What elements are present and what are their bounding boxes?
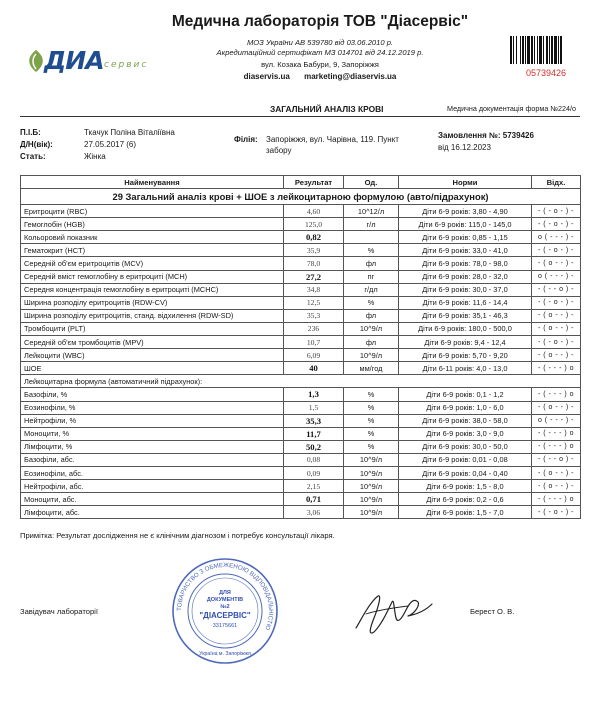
deviation-indicator: - ( - o - ) - — [532, 218, 581, 231]
test-unit: 10^9/л — [344, 466, 399, 479]
test-name: Еозинофіли, абс. — [21, 466, 284, 479]
test-norm: Діти 6-9 років: 115,0 - 145,0 — [399, 218, 532, 231]
test-unit: % — [344, 427, 399, 440]
test-result: 236 — [284, 322, 344, 335]
logo-main-text: ДИА — [44, 46, 104, 75]
test-unit — [344, 231, 399, 244]
stamp-brand: "ДІАСЕРВІС" — [199, 611, 251, 620]
barcode-bar — [534, 36, 535, 64]
test-name: Гемоглобін (HGB) — [21, 218, 284, 231]
deviation-indicator: - ( - o - ) - — [532, 205, 581, 218]
test-unit: пг — [344, 270, 399, 283]
test-result: 27,2 — [284, 270, 344, 283]
test-unit: фл — [344, 309, 399, 322]
test-unit: % — [344, 440, 399, 453]
test-name: Ширина розподілу еритроцитів, станд. відхилення (RDW-SD) — [21, 309, 284, 322]
result-row — [21, 322, 581, 335]
head-of-lab-name: Берест О. В. — [470, 607, 515, 616]
test-result: 35,9 — [284, 244, 344, 257]
result-row — [21, 480, 581, 493]
patient-name-label: П.І.Б: — [20, 128, 41, 137]
head-of-lab-title: Завідувач лабораторії — [20, 607, 98, 616]
result-row — [21, 506, 581, 519]
order-label: Замовлення №: — [438, 131, 501, 140]
test-unit: 10^9/л — [344, 506, 399, 519]
test-name: Середній об'єм еритроцитів (MCV) — [21, 257, 284, 270]
barcode-bar — [551, 36, 553, 64]
test-norm: Діти 6-9 років: 0,01 - 0,08 — [399, 453, 532, 466]
deviation-indicator: - ( - - o ) - — [532, 283, 581, 296]
disclaimer-note: Примітка: Результат дослідження не є клінічним діагнозом і потребує консультації лікаря. — [20, 531, 335, 540]
deviation-indicator: o ( - - - ) - — [532, 231, 581, 244]
section-title-row — [21, 375, 581, 388]
deviation-indicator: - ( o - - ) - — [532, 349, 581, 362]
deviation-indicator: - ( o - - ) - — [532, 401, 581, 414]
test-result: 78,0 — [284, 257, 344, 270]
license-line: МОЗ України АВ 539780 від 03.06.2010 р. — [246, 38, 394, 47]
test-result: 1,5 — [284, 401, 344, 414]
stamp-line1: ДЛЯ — [219, 590, 231, 596]
deviation-indicator: - ( o - - ) - — [532, 257, 581, 270]
test-norm: Діти 6-9 років: 38,0 - 58,0 — [399, 414, 532, 427]
barcode-bar — [513, 36, 514, 64]
test-unit: г/л — [344, 218, 399, 231]
result-row — [21, 296, 581, 309]
test-name: Середня концентрація гемоглобіну в еритроциті (MCHC) — [21, 283, 284, 296]
barcode-bar — [510, 36, 512, 64]
branch-line1: Запоріжжя, вул. Чарівна, 119. Пункт — [266, 135, 399, 144]
col-header-name: Найменування — [21, 176, 284, 189]
deviation-indicator: - ( o - - ) - — [532, 322, 581, 335]
result-row — [21, 466, 581, 479]
test-name: Гематокрит (HCT) — [21, 244, 284, 257]
result-row — [21, 349, 581, 362]
result-row — [21, 257, 581, 270]
stamp-ring-text: ТОВАРИСТВО З ОБМЕЖЕНОЮ ВІДПОВІДАЛЬНІСТЮ — [175, 561, 275, 631]
deviation-indicator: - ( - - - ) o — [532, 493, 581, 506]
group-title: 29 Загальний аналіз крові + ШОЕ з лейкоцитарною формулою (авто/підрахунок) — [21, 189, 581, 205]
test-name: Еозинофіли, % — [21, 401, 284, 414]
test-name: Базофіли, абс. — [21, 453, 284, 466]
test-name: Лімфоцити, % — [21, 440, 284, 453]
result-row — [21, 336, 581, 349]
test-result: 2,15 — [284, 480, 344, 493]
test-result: 125,0 — [284, 218, 344, 231]
patient-name: Ткачук Поліна Віталіївна — [84, 128, 175, 137]
test-result: 11,7 — [284, 427, 344, 440]
email-link[interactable]: marketing@diaservis.ua — [304, 72, 397, 81]
deviation-indicator: - ( o - - ) - — [532, 466, 581, 479]
test-result: 35,3 — [284, 414, 344, 427]
test-norm: Діти 6-11 років: 4,0 - 13,0 — [399, 362, 532, 375]
stamp-code: 33175661 — [212, 623, 238, 629]
branch-line2: забору — [266, 146, 292, 155]
test-norm: Діти 6-9 років: 30,0 - 50,0 — [399, 440, 532, 453]
deviation-indicator: - ( - - - ) o — [532, 388, 581, 401]
test-name: Нейтрофіли, абс. — [21, 480, 284, 493]
stamp-city: Україна м. Запоріжжя — [199, 651, 251, 657]
stamp-line3: №2 — [220, 604, 230, 610]
test-name: Лімфоцити, абс. — [21, 506, 284, 519]
barcode-bar — [525, 36, 526, 64]
test-name: Лейкоцити (WBC) — [21, 349, 284, 362]
test-norm: Діти 6-9 років: 0,2 - 0,6 — [399, 493, 532, 506]
group-title-row — [21, 189, 581, 205]
barcode-bar — [522, 36, 524, 64]
test-norm: Діти 6-9 років: 30,0 - 37,0 — [399, 283, 532, 296]
barcode-bar — [558, 36, 559, 64]
test-result: 10,7 — [284, 336, 344, 349]
barcode-bar — [531, 36, 533, 64]
deviation-indicator: - ( - o - ) - — [532, 244, 581, 257]
result-row — [21, 401, 581, 414]
test-norm: Діти 6-9 років: 1,5 - 7,0 — [399, 506, 532, 519]
results-table — [20, 175, 581, 519]
deviation-indicator: - ( - - o ) - — [532, 453, 581, 466]
deviation-indicator: - ( - - - ) o — [532, 427, 581, 440]
barcode-bar — [560, 36, 562, 64]
barcode-bar — [546, 36, 548, 64]
title-divider — [20, 116, 580, 117]
test-result: 1,3 — [284, 388, 344, 401]
section-title: Лейкоцитарна формула (автоматичний підрахунок): — [21, 375, 581, 388]
deviation-indicator: - ( - o - ) - — [532, 506, 581, 519]
test-norm: Діти 6-9 років: 0,1 - 1,2 — [399, 388, 532, 401]
lab-address: вул. Козака Бабури, 9, Запоріжжя — [261, 60, 379, 69]
test-result: 4,60 — [284, 205, 344, 218]
test-unit: % — [344, 296, 399, 309]
test-unit: 10^9/л — [344, 453, 399, 466]
result-row — [21, 270, 581, 283]
test-unit: % — [344, 388, 399, 401]
test-unit: % — [344, 244, 399, 257]
barcode-bar — [520, 36, 521, 64]
branch-label: Філія: — [234, 135, 258, 144]
result-row — [21, 231, 581, 244]
test-unit: 10^12/л — [344, 205, 399, 218]
logo-sub-text: сервис — [104, 60, 149, 70]
test-result: 3,06 — [284, 506, 344, 519]
test-result: 0,09 — [284, 466, 344, 479]
test-norm: Діти 6-9 років: 11,6 - 14,4 — [399, 296, 532, 309]
test-norm: Діти 6-9 років: 5,70 - 9,20 — [399, 349, 532, 362]
test-norm: Діти 6-9 років: 3,0 - 9,0 — [399, 427, 532, 440]
test-norm: Діти 6-9 років: 3,80 - 4,90 — [399, 205, 532, 218]
test-unit: % — [344, 414, 399, 427]
patient-sex: Жінка — [84, 152, 106, 161]
result-row — [21, 493, 581, 506]
test-name: Середній об'єм тромбоцитів (MPV) — [21, 336, 284, 349]
test-norm: Діти 6-9 років: 180,0 - 500,0 — [399, 322, 532, 335]
test-name: Тромбоцити (PLT) — [21, 322, 284, 335]
test-norm: Діти 6-9 років: 9,4 - 12,4 — [399, 336, 532, 349]
barcode-bar — [549, 36, 550, 64]
deviation-indicator: - ( - - - ) o — [532, 362, 581, 375]
test-norm: Діти 6-9 років: 0,04 - 0,40 — [399, 466, 532, 479]
result-row — [21, 388, 581, 401]
test-norm: Діти 6-9 років: 33,0 - 41,0 — [399, 244, 532, 257]
test-result: 0,82 — [284, 231, 344, 244]
test-result: 6,09 — [284, 349, 344, 362]
result-row — [21, 427, 581, 440]
result-row — [21, 414, 581, 427]
barcode-bar — [539, 36, 542, 64]
barcode-bar — [516, 36, 517, 64]
result-row — [21, 440, 581, 453]
order-number: 5739426 — [502, 131, 534, 140]
test-result: 40 — [284, 362, 344, 375]
test-norm: Діти 6-9 років: 0,85 - 1,15 — [399, 231, 532, 244]
test-name: ШОЕ — [21, 362, 284, 375]
test-name: Моноцити, % — [21, 427, 284, 440]
result-row — [21, 283, 581, 296]
col-header-result: Результат — [284, 176, 344, 189]
barcode-bar — [537, 36, 538, 64]
barcode-bar — [554, 36, 557, 64]
test-result: 0,08 — [284, 453, 344, 466]
test-name: Еритроцити (RBC) — [21, 205, 284, 218]
test-name: Моноцити, абс. — [21, 493, 284, 506]
test-name: Кольоровий показник — [21, 231, 284, 244]
result-row — [21, 453, 581, 466]
test-unit: мм/год — [344, 362, 399, 375]
result-row — [21, 218, 581, 231]
signature — [348, 588, 434, 640]
barcode-bar — [527, 36, 530, 64]
document-form: Медична документація форма №224/о — [447, 104, 577, 113]
test-unit: г/дл — [344, 283, 399, 296]
deviation-indicator: - ( o - - ) - — [532, 480, 581, 493]
test-name: Базофіли, % — [21, 388, 284, 401]
test-norm: Діти 6-9 років: 1,0 - 6,0 — [399, 401, 532, 414]
test-name: Середній вміст гемоглобіну в еритроциті (MCH) — [21, 270, 284, 283]
test-unit: 10^9/л — [344, 493, 399, 506]
test-result: 12,5 — [284, 296, 344, 309]
order-date: від 16.12.2023 — [438, 143, 491, 152]
test-norm: Діти 6-9 років: 1,5 - 8,0 — [399, 480, 532, 493]
patient-sex-label: Стать: — [20, 152, 46, 161]
test-name: Нейтрофіли, % — [21, 414, 284, 427]
deviation-indicator: o ( - - - ) - — [532, 270, 581, 283]
barcode-number: 05739426 — [525, 68, 567, 78]
deviation-indicator: - ( - - - ) o — [532, 440, 581, 453]
test-unit: % — [344, 401, 399, 414]
test-unit: 10^9/л — [344, 480, 399, 493]
test-unit: 10^9/л — [344, 349, 399, 362]
lab-name: Медична лабораторія ТОВ "Діасервіс" — [171, 13, 469, 30]
deviation-indicator: - ( - o - ) - — [532, 336, 581, 349]
test-result: 35,3 — [284, 309, 344, 322]
accreditation-line: Акредитаційний сертифікат МЗ 014701 від 24.12.2019 р. — [216, 48, 424, 57]
test-unit: фл — [344, 257, 399, 270]
lab-stamp — [170, 556, 280, 666]
lab-contacts — [120, 72, 520, 81]
test-norm: Діти 6-9 років: 35,1 - 46,3 — [399, 309, 532, 322]
barcode — [509, 36, 583, 64]
col-header-norm: Норми — [399, 176, 532, 189]
result-row — [21, 244, 581, 257]
result-row — [21, 205, 581, 218]
result-row — [21, 309, 581, 322]
test-unit: фл — [344, 336, 399, 349]
test-result: 34,8 — [284, 283, 344, 296]
col-header-unit: Од. — [344, 176, 399, 189]
stamp-line2: ДОКУМЕНТІВ — [206, 597, 244, 603]
patient-dob: 27.05.2017 (6) — [84, 140, 137, 149]
col-header-deviation: Відх. — [532, 176, 581, 189]
result-row — [21, 362, 581, 375]
deviation-indicator: o ( - - - ) - — [532, 414, 581, 427]
test-result: 50,2 — [284, 440, 344, 453]
table-header-row — [21, 176, 581, 189]
document-title: ЗАГАЛЬНИЙ АНАЛІЗ КРОВІ — [270, 104, 384, 114]
barcode-bar — [543, 36, 544, 64]
patient-dob-label: Д/Н(вік): — [20, 140, 53, 149]
test-name: Ширина розподілу еритроцитів (RDW-CV) — [21, 296, 284, 309]
deviation-indicator: - ( - o - ) - — [532, 296, 581, 309]
website-link[interactable]: diaservis.ua — [243, 72, 290, 81]
order-number-line — [438, 131, 534, 140]
test-unit: 10^9/л — [344, 322, 399, 335]
deviation-indicator: - ( o - - ) - — [532, 309, 581, 322]
test-norm: Діти 6-9 років: 28,0 - 32,0 — [399, 270, 532, 283]
test-result: 0,71 — [284, 493, 344, 506]
test-norm: Діти 6-9 років: 78,0 - 98,0 — [399, 257, 532, 270]
